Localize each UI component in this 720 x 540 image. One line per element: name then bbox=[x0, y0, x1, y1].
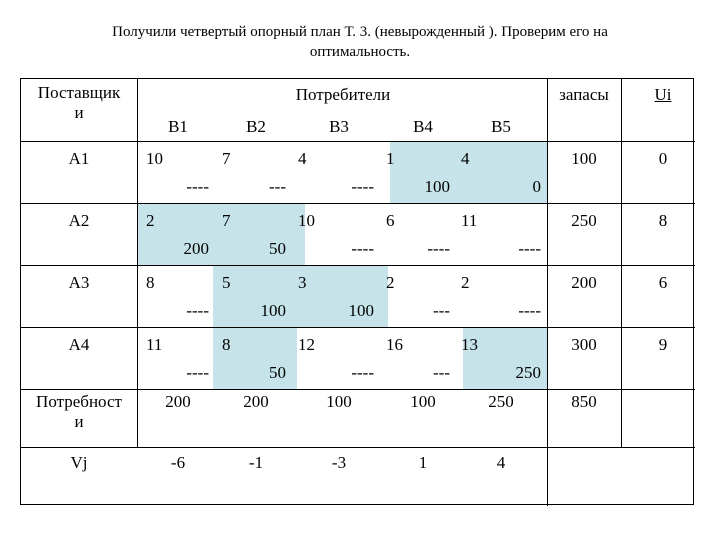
row-label-a4: A4 bbox=[68, 335, 90, 354]
flow-cell: --- bbox=[269, 177, 286, 196]
flow-cell: ---- bbox=[351, 239, 374, 258]
flow-cell: 0 bbox=[532, 177, 541, 196]
cost-cell: 8 bbox=[146, 273, 155, 292]
cost-cell: 7 bbox=[222, 211, 231, 230]
transport-table bbox=[20, 78, 694, 505]
cost-cell: 2 bbox=[386, 273, 395, 292]
grid-line bbox=[21, 327, 695, 328]
cost-cell: 7 bbox=[222, 149, 231, 168]
grid-line bbox=[21, 447, 695, 448]
cost-cell: 4 bbox=[298, 149, 307, 168]
flow-cell: 200 bbox=[183, 239, 209, 258]
vj-value: -6 bbox=[170, 453, 186, 472]
row-label-a3: A3 bbox=[68, 273, 90, 292]
flow-cell: 250 bbox=[515, 363, 541, 382]
ui-value: 6 bbox=[658, 273, 668, 292]
column-header-b3: B3 bbox=[329, 117, 349, 136]
flow-cell: ---- bbox=[186, 301, 209, 320]
supply-value: 200 bbox=[571, 273, 597, 292]
cost-cell: 3 bbox=[298, 273, 307, 292]
flow-cell: ---- bbox=[518, 239, 541, 258]
supply-value: 250 bbox=[571, 211, 597, 230]
vj-value: -3 bbox=[331, 453, 347, 472]
cost-cell: 11 bbox=[146, 335, 163, 354]
grid-line bbox=[21, 265, 695, 266]
demand-value: 200 bbox=[243, 392, 269, 411]
column-header-b1: B1 bbox=[168, 117, 188, 136]
cost-cell: 12 bbox=[298, 335, 315, 354]
flow-cell: ---- bbox=[351, 177, 374, 196]
demand-total: 850 bbox=[571, 392, 597, 411]
column-header-b5: B5 bbox=[491, 117, 511, 136]
cost-cell: 10 bbox=[298, 211, 315, 230]
grid-line bbox=[21, 389, 695, 390]
demand-label: Потребност и bbox=[36, 392, 122, 431]
heading-line-1: Получили четвертый опорный план Т. 3. (невырожденный ). Проверим его на bbox=[112, 24, 608, 40]
vj-label: Vj bbox=[70, 453, 88, 472]
ui-value: 0 bbox=[658, 149, 668, 168]
grid-line bbox=[621, 79, 622, 447]
flow-cell: --- bbox=[433, 301, 450, 320]
cost-cell: 1 bbox=[386, 149, 395, 168]
cost-cell: 11 bbox=[461, 211, 478, 230]
ui-value: 9 bbox=[658, 335, 668, 354]
flow-cell: ---- bbox=[518, 301, 541, 320]
cost-cell: 6 bbox=[386, 211, 395, 230]
flow-cell: ---- bbox=[186, 363, 209, 382]
cost-cell: 2 bbox=[461, 273, 470, 292]
flow-cell: ---- bbox=[186, 177, 209, 196]
flow-cell: --- bbox=[433, 363, 450, 382]
cost-cell: 4 bbox=[461, 149, 470, 168]
page-heading bbox=[40, 22, 680, 62]
demand-value: 200 bbox=[165, 392, 191, 411]
supply-header: запасы bbox=[559, 85, 609, 104]
flow-cell: 100 bbox=[260, 301, 286, 320]
demand-value: 100 bbox=[410, 392, 436, 411]
column-header-b4: B4 bbox=[413, 117, 433, 136]
grid-line bbox=[21, 203, 695, 204]
grid-line bbox=[21, 141, 695, 142]
heading-line-2: оптимальность. bbox=[309, 44, 411, 60]
flow-cell: ---- bbox=[427, 239, 450, 258]
flow-cell: 50 bbox=[269, 363, 286, 382]
cost-cell: 5 bbox=[222, 273, 231, 292]
consumers-header: Потребители bbox=[295, 85, 391, 104]
ui-value: 8 bbox=[658, 211, 668, 230]
demand-value: 250 bbox=[488, 392, 514, 411]
supplier-header: Поставщик и bbox=[37, 83, 121, 122]
ui-header: Ui bbox=[654, 85, 672, 104]
flow-cell: 50 bbox=[269, 239, 286, 258]
cost-cell: 16 bbox=[386, 335, 403, 354]
row-label-a1: A1 bbox=[68, 149, 90, 168]
vj-value: 1 bbox=[418, 453, 428, 472]
flow-cell: 100 bbox=[348, 301, 374, 320]
row-label-a2: A2 bbox=[68, 211, 90, 230]
supply-value: 300 bbox=[571, 335, 597, 354]
cost-cell: 8 bbox=[222, 335, 231, 354]
vj-value: 4 bbox=[496, 453, 506, 472]
grid-line bbox=[547, 79, 548, 506]
demand-value: 100 bbox=[326, 392, 352, 411]
grid-line bbox=[137, 79, 138, 447]
flow-cell: ---- bbox=[351, 363, 374, 382]
column-header-b2: B2 bbox=[246, 117, 266, 136]
cost-cell: 13 bbox=[461, 335, 478, 354]
cost-cell: 2 bbox=[146, 211, 155, 230]
supply-value: 100 bbox=[571, 149, 597, 168]
vj-value: -1 bbox=[248, 453, 264, 472]
cost-cell: 10 bbox=[146, 149, 163, 168]
flow-cell: 100 bbox=[424, 177, 450, 196]
